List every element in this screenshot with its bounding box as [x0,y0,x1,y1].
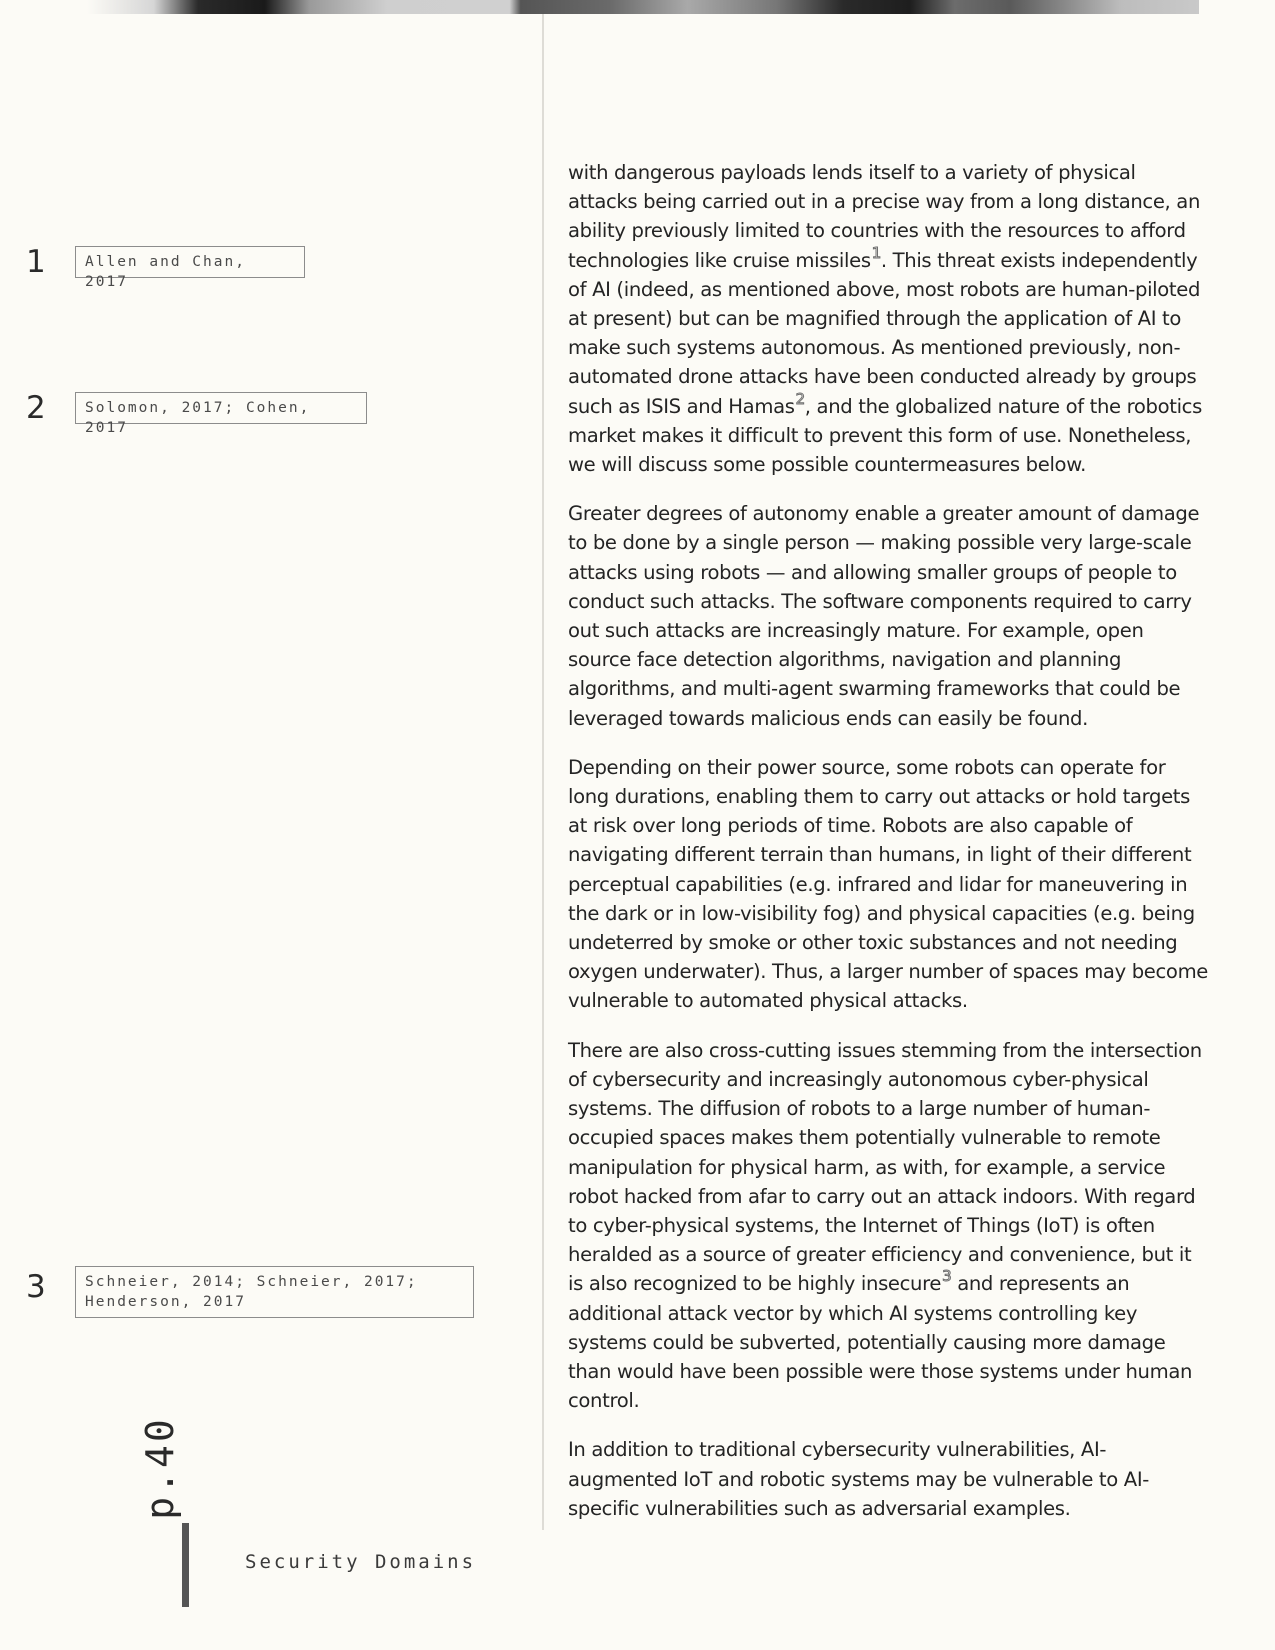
footnote-citation: Allen and Chan, 2017 [75,246,305,278]
footnote-citation: Schneier, 2014; Schneier, 2017; Henderson, 2017 [75,1266,474,1318]
paragraph: Greater degrees of autonomy enable a greater amount of damage to be done by a single person — making possible very large-scale attacks using robots — and allowing smaller groups of people to conduct such attacks. The software components required to carry out such attacks are increasingly mature. For example, open source face detection algorithms, navigation and planning algorithms, and multi-agent swarming frameworks that could be leveraged towards malicious ends can easily be found. [568,502,1200,730]
body-text [568,158,1208,1543]
column-divider [542,14,544,1530]
paragraph [568,158,1208,479]
footnote-ref-2[interactable]: 2 [795,389,805,408]
paragraph: Depending on their power source, some robots can operate for long durations, enabling them to carry out attacks or hold targets at risk over long periods of time. Robots are also capable of navigating different terrain than humans, in light of their different perceptual capabilities (e.g. infrared and lidar for maneuvering in the dark or in low-visibility fog) and physical capacities (e.g. being undeterred by smoke or other toxic substances and not needing oxygen underwater). Thus, a larger number of spaces may become vulnerable to automated physical attacks. [568,755,1209,1013]
text-run: There are also cross-cutting issues stemming from the intersection of cybersecurity and increasingly autonomous cyber-physical systems. The diffusion of robots to a large number of human-occupied spaces makes them potentially vulnerable to remote manipulation for physical harm, as with, for example, a service robot hacked from afar to carry out an attack indoors. With regard to cyber-physical systems, the Internet of Things (IoT) is often heralded as a source of greater efficiency and convenience, but it is also recognized to be highly insecure [568,1038,1202,1296]
paragraph: In addition to traditional cybersecurity vulnerabilities, AI-augmented IoT and robotic systems may be vulnerable to AI-specific vulnerabilities such as adversarial examples. [568,1438,1149,1520]
paragraph [568,1036,1208,1416]
page-number: p.40 [138,1416,182,1520]
top-gradient-bar [87,0,1199,14]
footnote-ref-3[interactable]: 3 [942,1267,952,1286]
footnote-number: 3 [26,1269,46,1305]
footnote-number: 1 [26,244,46,280]
section-label: Security Domains [245,1551,477,1573]
footnote-citation: Solomon, 2017; Cohen, 2017 [75,392,367,424]
footnote-ref-1[interactable]: 1 [871,243,881,262]
footer-accent-bar [182,1523,189,1607]
text-run: and represents an additional attack vector by which AI systems controlling key systems could be subverted, potentially causing more damage than would have been possible were those systems under human control. [568,1272,1193,1413]
text-run: , and the globalized nature of the robotics market makes it difficult to prevent this form of use. Nonetheless, we will discuss some possible countermeasures below. [568,394,1202,477]
footnote-number: 2 [26,390,46,426]
text-run: with dangerous payloads lends itself to a variety of physical attacks being carried out in a precise way from a long distance, an ability previously limited to countries with the resources to afford technologies like cruise missiles [568,161,1201,272]
text-run: . This threat exists independently of AI (indeed, as mentioned above, most robots are human-piloted at present) but can be magnified through the application of AI to make such systems autonomous. As mentioned previously, non-automated drone attacks have been conducted already by groups such as ISIS and Hamas [568,248,1201,418]
